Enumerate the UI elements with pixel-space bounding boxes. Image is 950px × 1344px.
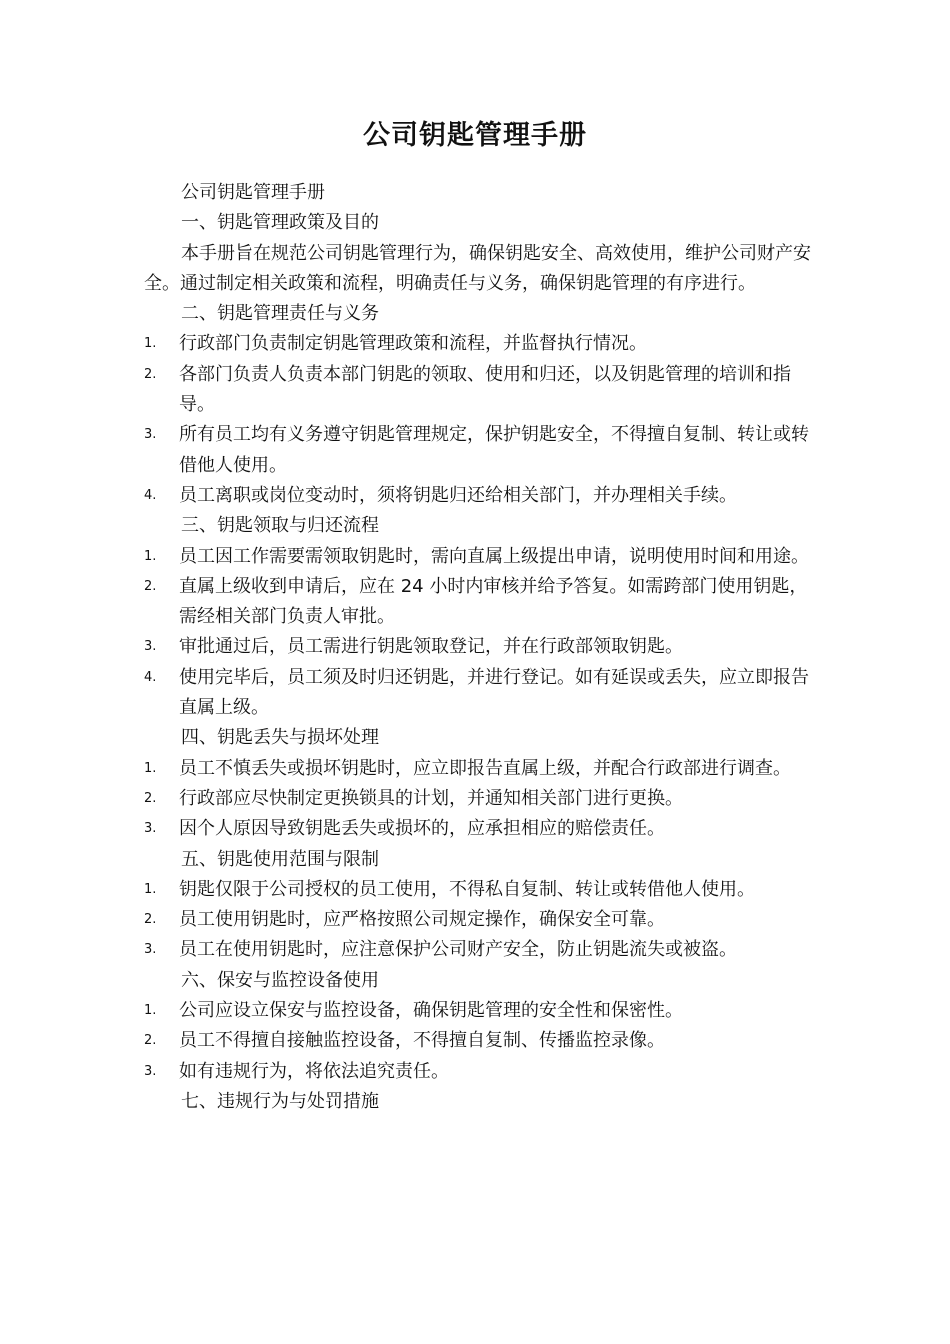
list-item-number: 1.: [144, 1003, 157, 1019]
list-item: [144, 996, 814, 1026]
list-item-number: 3.: [144, 427, 157, 443]
list-item-number: 3.: [144, 942, 157, 958]
list-item-text: 行政部门负责制定钥匙管理政策和流程，并监督执行情况。: [179, 333, 647, 355]
section-heading: 七、违规行为与处罚措施: [181, 1090, 379, 1112]
page-title: 公司钥匙管理手册: [363, 120, 587, 151]
list-item-text: 员工不得擅自接触监控设备，不得擅自复制、传播监控录像。: [179, 1030, 665, 1052]
list-item-number: 2.: [144, 790, 157, 806]
list-item-text: 钥匙仅限于公司授权的员工使用，不得私自复制、转让或转借他人使用。: [179, 878, 755, 900]
list-item-text: 行政部应尽快制定更换锁具的计划，并通知相关部门进行更换。: [179, 787, 683, 809]
list-item-text: 员工因工作需要需领取钥匙时，需向直属上级提出申请，说明使用时间和用途。: [179, 545, 809, 567]
list-item-number: 2.: [144, 578, 157, 594]
list-item-text: 员工使用钥匙时，应严格按照公司规定操作，确保安全可靠。: [179, 909, 665, 931]
list-item-text: 因个人原因导致钥匙丢失或损坏的，应承担相应的赔偿责任。: [179, 818, 665, 840]
list-item: [144, 754, 814, 784]
list-item: [144, 663, 814, 724]
list-item-text: 审批通过后，员工需进行钥匙领取登记，并在行政部领取钥匙。: [179, 636, 683, 658]
list-item-text: 使用完毕后，员工须及时归还钥匙，并进行登记。如有延误或丢失，应立即报告直属上级。: [179, 666, 809, 719]
list-item-number: 3.: [144, 1063, 157, 1079]
list-item: [144, 329, 814, 359]
section-heading: 二、钥匙管理责任与义务: [181, 303, 379, 325]
list-item: [144, 360, 814, 421]
section-heading: 一、钥匙管理政策及目的: [181, 212, 379, 234]
list-item-number: 3.: [144, 821, 157, 837]
list-item-number: 3.: [144, 639, 157, 655]
list-item: [144, 632, 814, 662]
list-item-text: 公司应设立保安与监控设备，确保钥匙管理的安全性和保密性。: [179, 1000, 683, 1022]
list-item: [144, 814, 814, 844]
list-item-text: 直属上级收到申请后，应在 24 小时内审核并给予答复。如需跨部门使用钥匙，需经相关部门负责人审批。: [179, 575, 808, 628]
list-item-number: 1.: [144, 881, 157, 897]
list-item-text: 如有违规行为，将依法追究责任。: [179, 1060, 449, 1082]
list-item: [144, 542, 814, 572]
list-item: [144, 572, 814, 633]
list-item-number: 4.: [144, 487, 157, 503]
list-item: [144, 481, 814, 511]
list-item: [144, 935, 814, 965]
list-item-text: 员工在使用钥匙时，应注意保护公司财产安全，防止钥匙流失或被盗。: [179, 939, 737, 961]
list-item: [144, 1057, 814, 1087]
list-item-number: 4.: [144, 669, 157, 685]
list-item-text: 各部门负责人负责本部门钥匙的领取、使用和归还，以及钥匙管理的培训和指导。: [179, 363, 791, 416]
intro-heading: 公司钥匙管理手册: [181, 182, 325, 203]
list-item-text: 所有员工均有义务遵守钥匙管理规定，保护钥匙安全，不得擅自复制、转让或转借他人使用。: [179, 424, 809, 476]
list-item: [144, 875, 814, 905]
section-heading: 五、钥匙使用范围与限制: [181, 848, 379, 870]
list-item: [144, 905, 814, 935]
document-body: [144, 178, 814, 1117]
section-heading: 六、保安与监控设备使用: [181, 969, 379, 991]
section-paragraph: 本手册旨在规范公司钥匙管理行为，确保钥匙安全、高效使用，维护公司财产安全。通过制定相关政策和流程，明确责任与义务，确保钥匙管理的有序进行。: [144, 242, 811, 294]
section-heading: 四、钥匙丢失与损坏处理: [181, 727, 379, 749]
list-item-text: 员工离职或岗位变动时，须将钥匙归还给相关部门，并办理相关手续。: [179, 484, 737, 506]
list-item-number: 2.: [144, 912, 157, 928]
list-item: [144, 1026, 814, 1056]
list-item-text: 员工不慎丢失或损坏钥匙时，应立即报告直属上级，并配合行政部进行调查。: [179, 757, 791, 779]
list-item: [144, 420, 814, 481]
list-item-number: 2.: [144, 1033, 157, 1049]
list-item-number: 1.: [144, 548, 157, 564]
list-item: [144, 784, 814, 814]
list-item-number: 2.: [144, 366, 157, 382]
list-item-number: 1.: [144, 336, 157, 352]
section-heading: 三、钥匙领取与归还流程: [181, 515, 379, 537]
list-item-number: 1.: [144, 760, 157, 776]
